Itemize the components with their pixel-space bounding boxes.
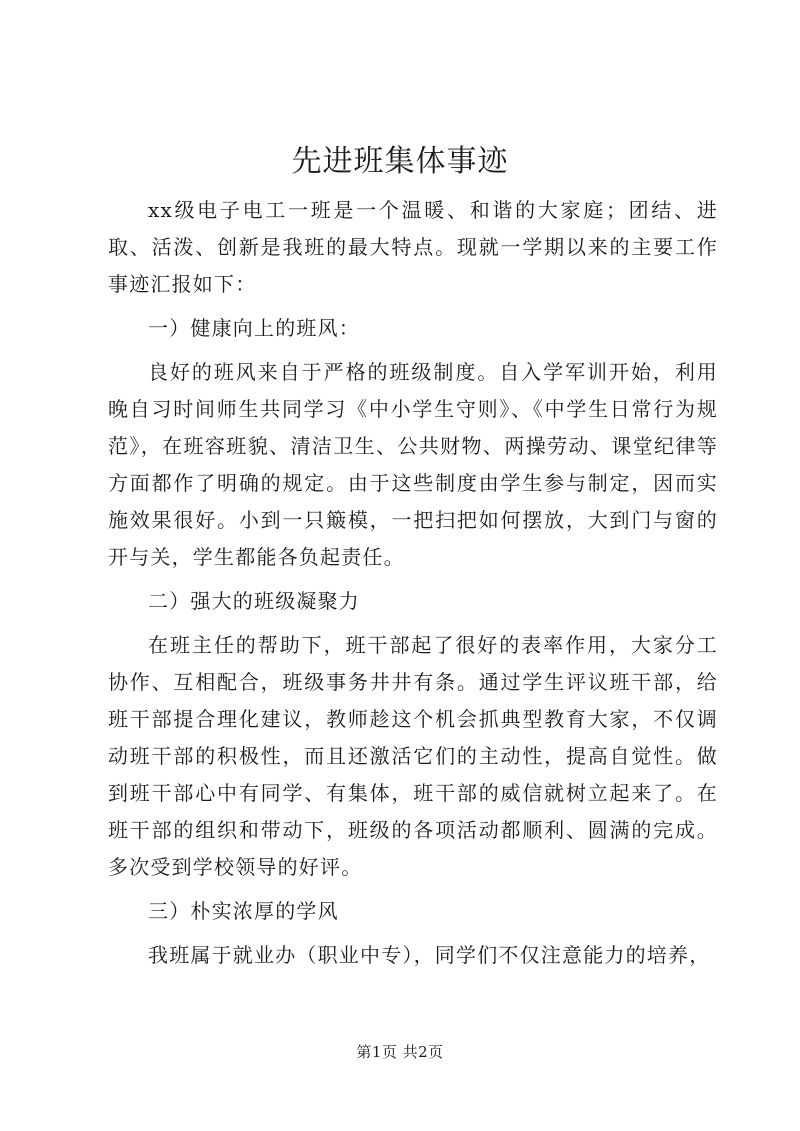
paragraph-section-3: 我班属于就业办（职业中专），同学们不仅注意能力的培养， bbox=[148, 943, 711, 967]
section-heading-1: 一）健康向上的班风： bbox=[148, 316, 360, 340]
section-heading-2: 二）强大的班级凝聚力 bbox=[148, 589, 360, 613]
section-heading-3: 三）朴实浓厚的学风 bbox=[148, 899, 339, 923]
paragraph-section-1: 良好的班风来自于严格的班级制度。自入学军训开始，利用晚自习时间师生共同学习《中小学生守则》、《中学生日常行为规范》，在班容班貌、清洁卫生、公共财物、两操劳动、课堂纪律等方面都作了明确的规定。由于这些制度由学生参与制定，因而实施效果很好。小到一只簸模，一把扫把如何摆放，大到门与窗的开与关，学生都能各负起责任。 bbox=[108, 360, 718, 569]
document-body bbox=[108, 192, 718, 974]
page-title: 先进班集体事迹 bbox=[291, 144, 509, 179]
page-footer: 第1页 共2页 bbox=[356, 1043, 444, 1061]
paragraph-section-2: 在班主任的帮助下，班干部起了很好的表率作用，大家分工协作、互相配合，班级事务井井有条。通过学生评议班干部，给班干部提合理化建议，教师趁这个机会抓典型教育大家，不仅调动班干部的积极性，而且还激活它们的主动性，提高自觉性。做到班干部心中有同学、有集体，班干部的威信就树立起来了。在班干部的组织和带动下，班级的各项活动都顺利、圆满的完成。多次受到学校领导的好评。 bbox=[108, 633, 718, 879]
paragraph-intro: xx级电子电工一班是一个温暖、和谐的大家庭；团结、进取、活泼、创新是我班的最大特点。现就一学期以来的主要工作事迹汇报如下： bbox=[108, 198, 718, 296]
